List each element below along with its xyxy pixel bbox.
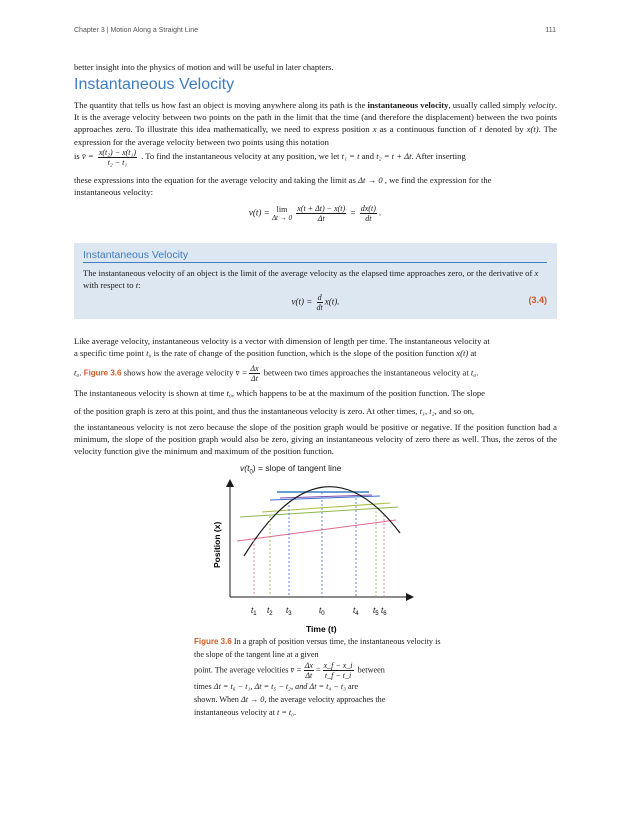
chapter-title: Chapter 3 | Motion Along a Straight Line <box>74 27 199 34</box>
tick-label-t3: $t_3$ <box>286 606 292 617</box>
paragraph-1-limit-line: these expressions into the equation for the average velocity and taking the limit as Δt → 0 , we find the expression for the instantaneous velocity: <box>74 175 492 198</box>
tick-label-t5: $t_5$ <box>373 606 379 617</box>
paragraph-1: The quantity that tells us how fast an object is moving anywhere along its path is the instantaneous velocity, usually called simply velocity. It is the average velocity between two points on the path in the limit that the time (and therefore the displacement) between the two points approaches zero. To illustrate this idea mathematically, we need to express position x as a continuous function of t denoted by x(t). The expression for the average velocity between two points using this notation <box>74 100 557 147</box>
tick-label-t2: $t_2$ <box>267 606 273 617</box>
position-curve <box>244 487 400 556</box>
definition-box-text: The instantaneous velocity of an object is the limit of the average velocity as the elapsed time approaches zero, or the derivative of x with respect to t: <box>83 268 539 291</box>
page-header <box>74 27 556 34</box>
equation-3-4: v(t) = $\frac{d}{dt}$ x(t). <box>291 293 340 312</box>
tick-label-t1: $t_1$ <box>251 606 257 617</box>
paragraph-2-line-4: The instantaneous velocity is shown at time t₀, which happens to be at the maximum of the position function. The slope <box>74 388 485 398</box>
section-title: Instantaneous Velocity <box>74 76 235 93</box>
paragraph-2-line-1: Like average velocity, instantaneous velocity is a vector with dimension of length per time. The instantaneous velocity at <box>74 336 490 346</box>
paragraph-2-line-5: of the position graph is zero at this point, and thus the instantaneous velocity is zero. At other times, t₁, t₂, and so on, <box>74 406 475 416</box>
equation-number: (3.4) <box>528 295 547 305</box>
tick-label-t6: $t_6$ <box>381 606 387 617</box>
y-axis-arrow <box>226 479 234 487</box>
tick-label-t4: $t_4$ <box>353 606 359 617</box>
paragraph-2-rest: the instantaneous velocity is not zero because the slope of the position graph would be positive or negative. If the position function had a minimum, the slope of the position graph would also be zero, giving an instantaneous velocity of zero there as well. Thus, the zeros of the velocity function give the minimum and maximum of the position function. <box>74 422 557 457</box>
definition-box-title: Instantaneous Velocity <box>83 249 547 263</box>
paragraph-1-eq-line: is v̄ = $\frac{\text{x(t₂) − x(t₁)}}{\text{t₂ − t₁}}$ . To find the instantaneous velocity at any position, we let t₁ = t and t₂ = t + Δt. After inserting <box>74 147 466 167</box>
intro-line: better insight into the physics of motion and will be useful in later chapters. <box>74 62 334 72</box>
figure-title: $v(t_0)$ = slope of tangent line <box>240 463 342 476</box>
secant-t2-t5 <box>240 507 398 517</box>
definition-box <box>74 243 557 319</box>
x-axis-label: Time (t) <box>306 624 337 634</box>
secant-t3-t4 <box>262 503 390 512</box>
equation-velocity-limit: v(t) = lim Δt → 0 $\frac{x(t + \Delta t) - x(t)}{\Delta t}$ = $\frac{dx(t)}{dt}$ . <box>248 204 382 223</box>
figure-3-6-link[interactable]: Figure 3.6 <box>83 368 122 378</box>
x-axis-arrow <box>406 593 414 601</box>
tick-label-t0: $t_0$ <box>319 606 325 617</box>
paragraph-2-line-3: t₀. Figure 3.6 shows how the average velocity v̄ = $\frac{\Delta x}{\Delta t}$ between two times approaches the instantaneous velocity at t₀. <box>74 364 479 383</box>
page-number: 111 <box>545 27 556 34</box>
secant-purple <box>280 495 372 498</box>
paragraph-2-line-2: a specific time point t₀ is the rate of change of the position function, which is the slope of the position function x(t) at <box>74 348 477 358</box>
secant-blue <box>270 496 380 500</box>
y-axis-label: Position (x) <box>212 521 222 568</box>
secant-t1-t6 <box>237 520 396 541</box>
caption-label: Figure 3.6 <box>194 637 232 646</box>
figure-caption: Figure 3.6 In a graph of position versus time, the instantaneous velocity is the slope of the tangent line at a given point. The average velocities v̄ = $\frac{\Delta x}{\Delta t}$ = $\frac{x\_f - x\_i}{t\_f - t\_i}$ between times Δt = t₆ − t₁, Δt = t₅ − t₂, and Δt = t₄ − t₃ are shown. When Δt → 0, the average velocity approaches the instantaneous velocity at t = t₀. <box>194 637 441 717</box>
